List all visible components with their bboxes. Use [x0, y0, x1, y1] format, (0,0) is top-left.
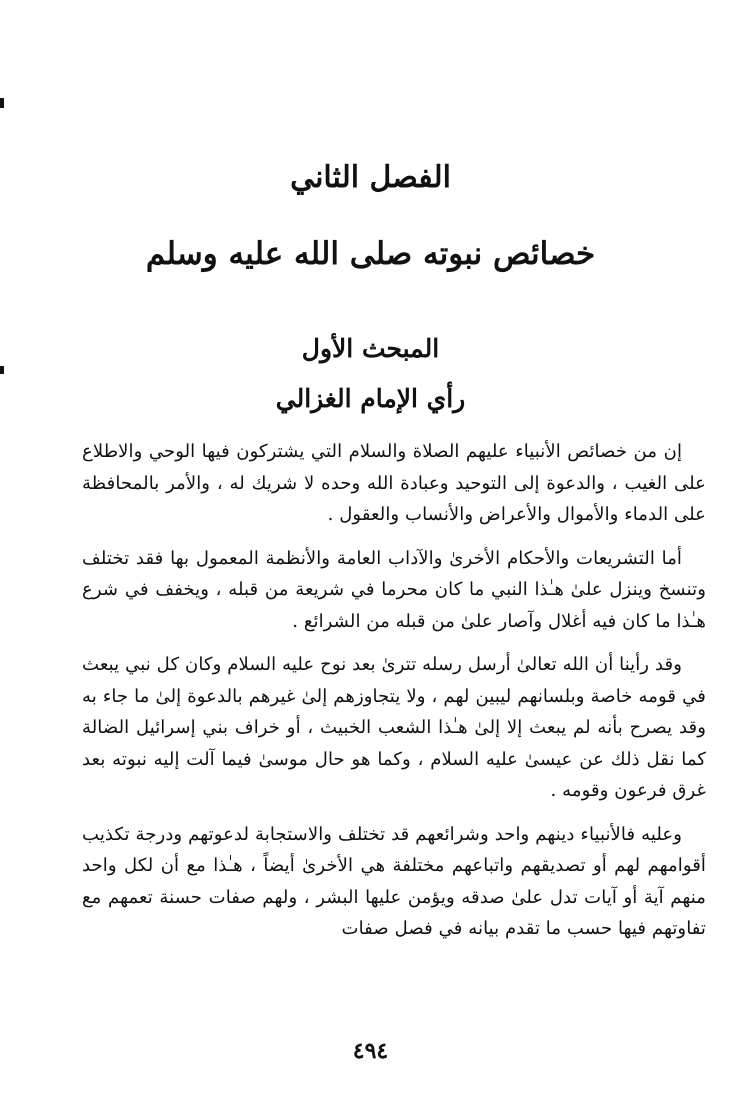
body-text [82, 436, 706, 957]
section-subtitle: رأي الإمام الغزالي [275, 384, 466, 413]
paragraph: أما التشريعات والأحكام الأخرىٰ والآداب العامة والأنظمة المعمول بها فقد تختلف وتنسخ وينزل علىٰ هـٰذا النبي ما كان محرما في شريعة من قبله ، ويخفف في شرع هـٰذا ما كان فيه أغلال وآصار علىٰ من قبله من الشرائع . [82, 547, 706, 632]
section-title: المبحث الأول [301, 334, 440, 363]
chapter-title: الفصل الثاني [290, 160, 451, 195]
page-number: ٤٩٤ [352, 1038, 389, 1064]
margin-mark [0, 366, 4, 374]
chapter-subtitle: خصائص نبوته صلى الله عليه وسلم [145, 236, 596, 272]
margin-mark [0, 98, 4, 108]
paragraph: وقد رأينا أن الله تعالىٰ أرسل رسله تترىٰ بعد نوح عليه السلام وكان كل نبي يبعث في قومه خاصة وبلسانهم ليبين لهم ، ولا يتجاوزهم إلىٰ غيرهم بالدعوة إلىٰ ما جاء به وقد يصرح بأنه لم يبعث إلا إلىٰ هـٰذا الشعب الخبيث ، أو خراف بني إسرائيل الضالة كما نقل ذلك عن عيسىٰ عليه السلام ، وكما هو حال موسىٰ فيما آلت إليه نبوته بعد غرق فرعون وقومه . [82, 654, 706, 801]
paragraph: إن من خصائص الأنبياء عليهم الصلاة والسلام التي يشتركون فيها الوحي والاطلاع على الغيب ، والدعوة إلى التوحيد وعبادة الله وحده لا شريك له ، والأمر بالمحافظة على الدماء والأموال والأعراض والأنساب والعقول . [82, 441, 706, 525]
paragraph: وعليه فالأنبياء دينهم واحد وشرائعهم قد تختلف والاستجابة لدعوتهم ودرجة تكذيب أقوامهم لهم أو تصديقهم واتباعهم مختلفة هي الأخرىٰ أيضاً ، هـٰذا مع أن لكل واحد منهم آية أو آيات تدل علىٰ صدقه ويؤمن عليها البشر ، ولهم صفات حسنة تعمهم مع تفاوتهم فيها حسب ما تقدم بيانه في فصل صفات [82, 823, 706, 939]
